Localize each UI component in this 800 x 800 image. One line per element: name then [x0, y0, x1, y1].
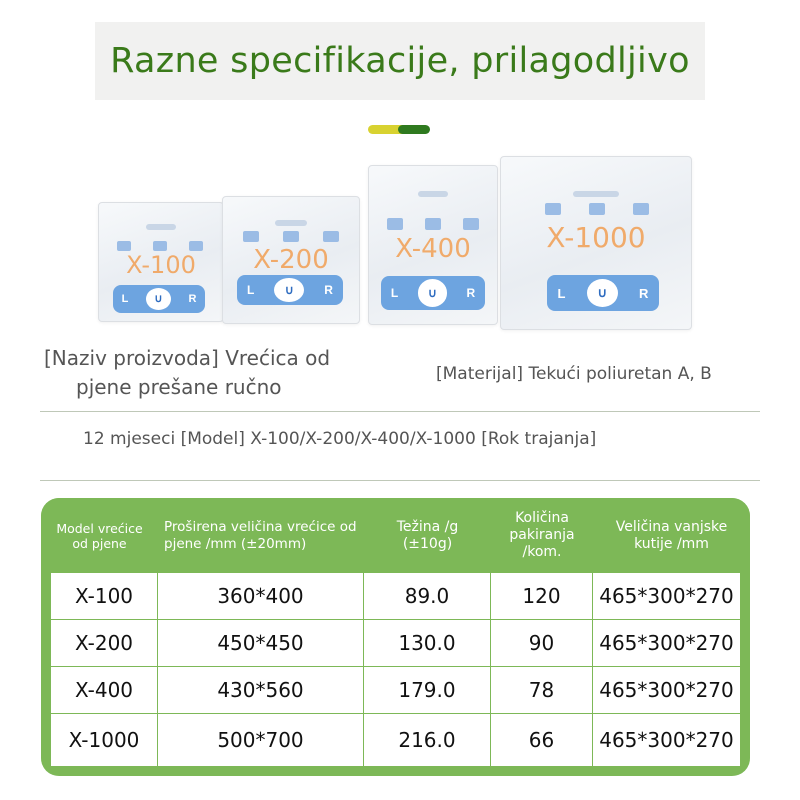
instruction-icon	[243, 231, 259, 242]
panel-right-letter: R	[188, 293, 197, 305]
header-model: Model vrećice od pjene	[41, 498, 158, 573]
panel-left-letter: L	[247, 283, 255, 297]
cell-size: 430*560	[158, 667, 364, 714]
panel-left-letter: L	[121, 293, 129, 305]
cell-model: X-200	[41, 620, 158, 667]
cell-quantity: 120	[491, 573, 593, 620]
cell-weight: 179.0	[364, 667, 491, 714]
cell-box-size: 465*300*270	[593, 667, 750, 714]
instruction-icon	[153, 241, 167, 251]
bag-panel	[381, 276, 485, 310]
bag-icons	[545, 203, 649, 215]
instruction-icon	[425, 218, 441, 230]
spec-table-grid	[41, 498, 750, 776]
model-line-text: 12 mjeseci [Model] X-100/X-200/X-400/X-1000 [Rok trajanja]	[83, 429, 597, 449]
cell-box-size: 465*300*270	[593, 714, 750, 776]
table-row	[41, 714, 750, 776]
table-header-row	[41, 498, 750, 573]
panel-right-letter: R	[639, 285, 649, 301]
product-name-line1: [Naziv proizvoda] Vrećica od	[44, 346, 331, 370]
header-size: Proširena veličina vrećice od pjene /mm (±20mm)	[158, 498, 364, 573]
bag-label: X-1000	[546, 221, 646, 254]
cell-model: X-1000	[41, 714, 158, 776]
bag-ribbon	[573, 191, 619, 197]
bag-panel	[547, 275, 659, 311]
panel-circle: ∪	[146, 288, 172, 310]
instruction-icon	[589, 203, 605, 215]
instruction-icon	[463, 218, 479, 230]
cell-box-size: 465*300*270	[593, 620, 750, 667]
material-text: [Materijal] Tekući poliuretan A, B	[436, 364, 712, 384]
bag-icons	[117, 241, 203, 251]
cell-quantity: 78	[491, 667, 593, 714]
panel-circle: ∪	[274, 278, 304, 302]
divider-bottom	[40, 480, 760, 481]
table-row	[41, 667, 750, 714]
bag-image-x100	[98, 202, 224, 322]
bag-label: X-100	[126, 251, 196, 279]
bag-ribbon	[275, 220, 308, 226]
instruction-icon	[323, 231, 339, 242]
title-band	[95, 22, 705, 100]
table-row	[41, 620, 750, 667]
instruction-icon	[387, 218, 403, 230]
cell-model: X-400	[41, 667, 158, 714]
panel-left-letter: L	[390, 286, 399, 300]
bag-label: X-200	[253, 245, 329, 275]
accent-bar-green	[398, 125, 430, 134]
bag-image-x1000	[500, 156, 692, 330]
bag-ribbon	[146, 224, 176, 230]
cell-box-size: 465*300*270	[593, 573, 750, 620]
panel-right-letter: R	[466, 286, 476, 300]
header-quantity: Količina pakiranja /kom.	[491, 498, 593, 573]
bag-image-x200	[222, 196, 360, 324]
spec-table	[41, 498, 750, 776]
bag-ribbon	[418, 191, 449, 197]
bag-icons	[387, 218, 479, 230]
instruction-icon	[117, 241, 131, 251]
cell-size: 500*700	[158, 714, 364, 776]
cell-quantity: 90	[491, 620, 593, 667]
cell-quantity: 66	[491, 714, 593, 776]
bag-icons	[243, 231, 339, 242]
panel-left-letter: L	[557, 285, 566, 301]
cell-model: X-100	[41, 573, 158, 620]
page-title: Razne specifikacije, prilagodljivo	[110, 41, 690, 81]
table-row	[41, 573, 750, 620]
instruction-icon	[633, 203, 649, 215]
instruction-icon	[283, 231, 299, 242]
cell-size: 450*450	[158, 620, 364, 667]
header-weight: Težina /g (±10g)	[364, 498, 491, 573]
bag-image-x400	[368, 165, 498, 325]
header-box-size: Veličina vanjske kutije /mm	[593, 498, 750, 573]
product-name-line2: pjene prešane ručno	[76, 375, 282, 399]
cell-size: 360*400	[158, 573, 364, 620]
panel-circle: ∪	[587, 279, 618, 308]
cell-weight: 130.0	[364, 620, 491, 667]
instruction-icon	[189, 241, 203, 251]
cell-weight: 216.0	[364, 714, 491, 776]
bag-label: X-400	[395, 234, 471, 264]
panel-right-letter: R	[324, 283, 333, 297]
panel-circle: ∪	[418, 279, 447, 306]
bag-panel	[237, 275, 343, 305]
cell-weight: 89.0	[364, 573, 491, 620]
divider-top	[40, 411, 760, 412]
instruction-icon	[545, 203, 561, 215]
bag-panel	[113, 285, 205, 313]
